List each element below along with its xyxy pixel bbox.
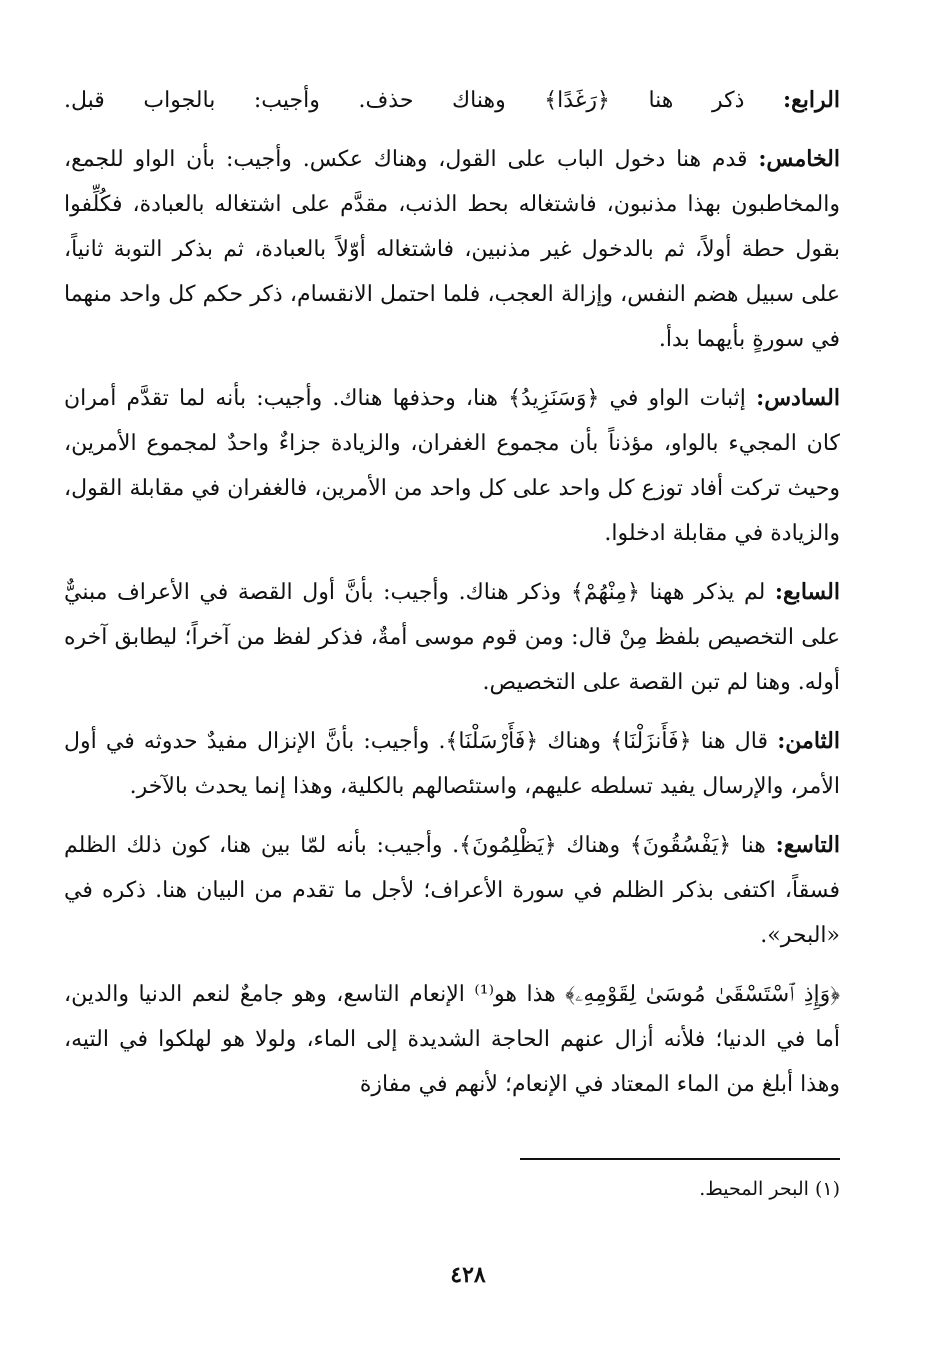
paragraph-lead: الخامس: bbox=[758, 146, 840, 172]
paragraph-eighth bbox=[64, 719, 840, 809]
paragraph-verse bbox=[64, 972, 840, 1107]
paragraph-lead: السادس: bbox=[756, 385, 840, 411]
paragraph-sixth bbox=[64, 376, 840, 556]
paragraph-lead: التاسع: bbox=[775, 832, 840, 858]
paragraph-fifth bbox=[64, 137, 840, 362]
paragraph-lead: الرابع: bbox=[782, 87, 840, 113]
paragraph-text: لم يذكر ههنا ﴿مِنْهُمْ﴾ وذكر هناك. وأجيب: بأنَّ أول القصة في الأعراف مبنيٌّ على التخصيص بلفظ مِنْ قال: ومن قوم موسى أمةٌ، فذكر لفظ من آخراً؛ ليطابق آخره أوله. وهنا لم تبن القصة على التخصيص. bbox=[64, 580, 840, 695]
paragraph-text: قدم هنا دخول الباب على القول، وهناك عكس. وأجيب: بأن الواو للجمع، والمخاطبون بهذا مذنبون، فاشتغاله بحط الذنب، مقدَّم على اشتغاله بالعبادة، فكُلِّفوا بقول حطة أولاً، ثم بالدخول غير مذنبين، فاشتغاله أوّلاً بالعبادة، ثم بذكر التوبة ثانياً، على سبيل هضم النفس، وإزالة العجب، فلما احتمل الانقسام، ذكر حكم كل واحد منهما في سورةٍ بأيهما بدأ. bbox=[64, 147, 840, 352]
paragraph-fourth bbox=[64, 78, 840, 123]
paragraph-text: ذكر هنا ﴿رَغَدًا﴾ وهناك حذف. وأجيب: بالجواب قبل. bbox=[64, 88, 783, 113]
footnote: (١) البحر المحيط. bbox=[699, 1178, 840, 1200]
paragraph-text: ﴿وَإِذِ ٱسْتَسْقَىٰ مُوسَىٰ لِقَوْمِهِۦ﴾ هذا هو⁽¹⁾ الإنعام التاسع، وهو جامعٌ لنعم الدنيا والدين، أما في الدنيا؛ فلأنه أزال عنهم الحاجة الشديدة إلى الماء، ولولا هو لهلكوا في التيه، وهذا أبلغ من الماء المعتاد في الإنعام؛ لأنهم في مفازة bbox=[64, 982, 840, 1097]
paragraph-text: قال هنا ﴿فَأَنزَلْنَا﴾ وهناك ﴿فَأَرْسَلْنَا﴾. وأجيب: بأنَّ الإنزال مفيدٌ حدوثه في أول الأمر، والإرسال يفيد تسلطه عليهم، واستئصالهم بالكلية، وهذا إنما يحدث بالآخر. bbox=[64, 729, 840, 799]
footnote-divider bbox=[520, 1158, 840, 1160]
paragraph-lead: السابع: bbox=[774, 579, 840, 605]
paragraph-lead: الثامن: bbox=[777, 728, 840, 754]
paragraph-ninth bbox=[64, 823, 840, 958]
paragraph-seventh bbox=[64, 570, 840, 705]
paragraph-text: إثبات الواو في ﴿وَسَنَزِيدُ﴾ هنا، وحذفها هناك. وأجيب: بأنه لما تقدَّم أمران كان المجيء بالواو، مؤذناً بأن مجموع الغفران، والزيادة جزاءٌ واحدٌ لمجموع الأمرين، وحيث تركت أفاد توزع كل واحد على كل واحد من الأمرين، فالغفران في مقابلة القول، والزيادة في مقابلة ادخلوا. bbox=[64, 386, 840, 546]
page-number: ٤٢٨ bbox=[450, 1262, 486, 1288]
paragraph-text: هنا ﴿يَفْسُقُونَ﴾ وهناك ﴿يَظْلِمُونَ﴾. وأجيب: بأنه لمّا بين هنا، كون ذلك الظلم فسقاً، اكتفى بذكر الظلم في سورة الأعراف؛ لأجل ما تقدم من البيان هنا. ذكره في «البحر». bbox=[64, 833, 840, 948]
page-body bbox=[64, 78, 840, 1121]
